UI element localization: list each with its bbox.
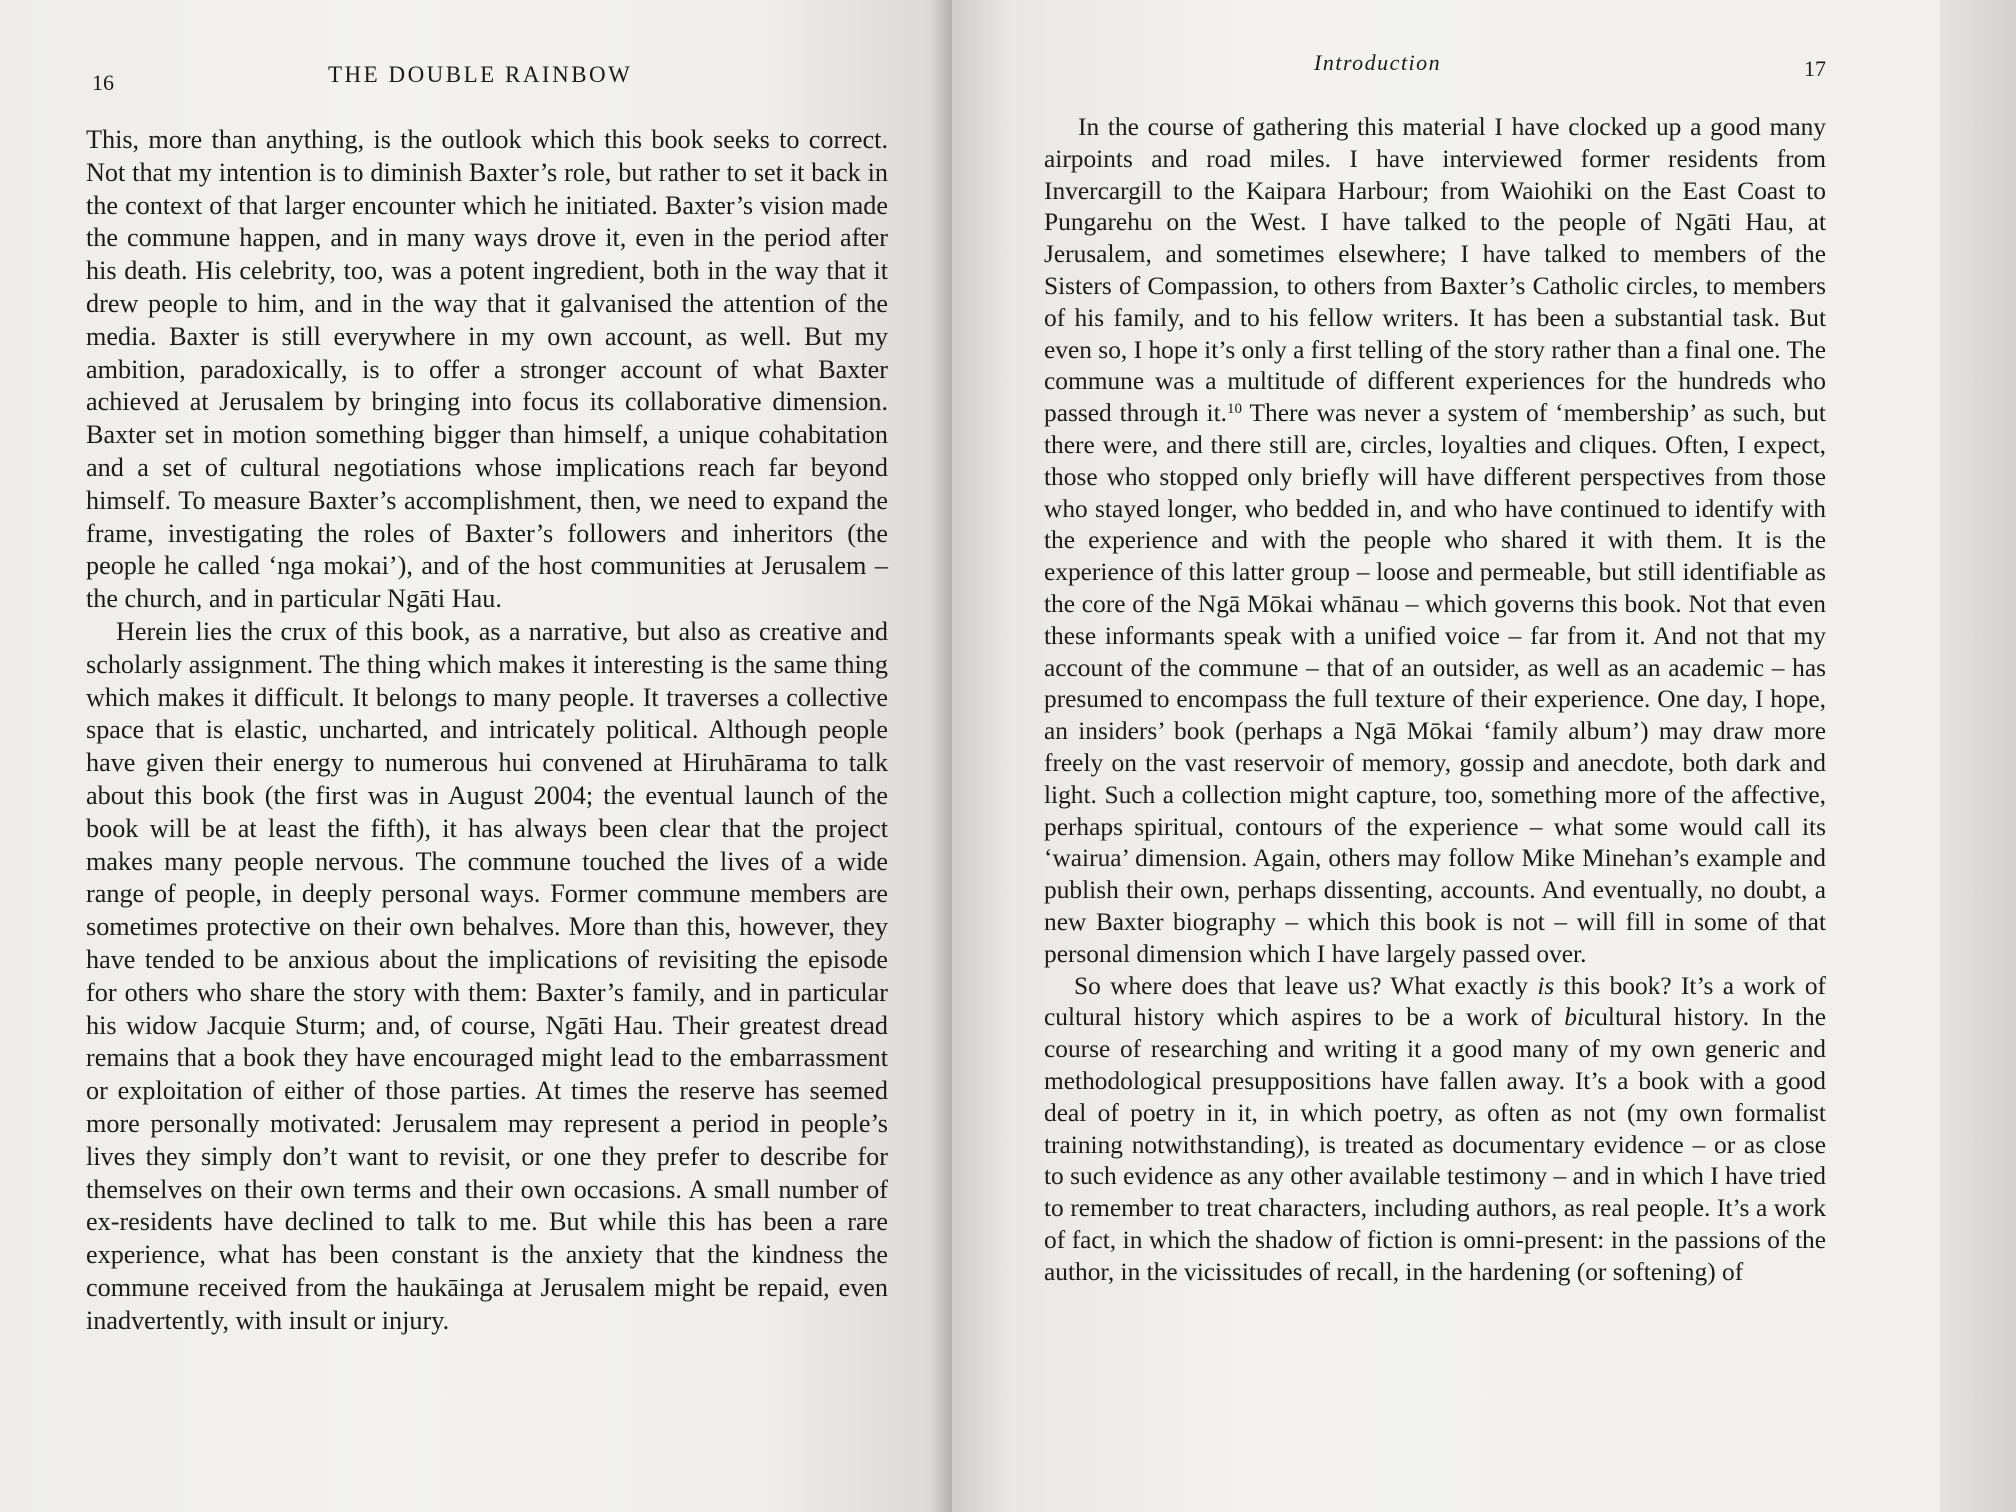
background-edge	[1940, 0, 2016, 1512]
right-paragraph-1	[1044, 112, 1826, 971]
left-running-head-title: THE DOUBLE RAINBOW	[328, 62, 633, 87]
right-paragraph-1-part-b: There was never a system of ‘membership’ as such, but there were, and there still are, circles, loyalties and cliques. Often, I expect, those who stopped only briefly will have different perspectives from those who stayed longer, who bedded in, and who have continued to identify with the experience and with the people who shared it with them. It is the experience of this latter group – loose and permeable, but still identifiable as the core of the Ngā Mōkai whānau – which governs this book. Not that even these informants speak with a unified voice – far from it. And not that my account of the commune – that of an outsider, as well as an academic – has presumed to encompass the full texture of their experience. One day, I hope, an insiders’ book (perhaps a Ngā Mōkai ‘family album’) may draw more freely on the vast reservoir of memory, gossip and anecdote, both dark and light. Such a collection might capture, too, something more of the affective, perhaps spiritual, contours of the experience – what some would call its ‘wairua’ dimension. Again, others may follow Mike Minehan’s example and publish their own, perhaps dissenting, accounts. And eventually, no doubt, a new Baxter biography – which this book is not – will fill in some of that personal dimension which I have largely passed over.	[1044, 399, 1826, 968]
right-page	[952, 0, 1940, 1512]
left-page-number: 16	[92, 70, 114, 95]
left-page	[0, 0, 952, 1512]
right-paragraph-2-part-b: this book? It’s a work of cultural history which aspires to be a work of	[1044, 971, 1826, 1032]
right-running-head-title: Introduction	[1314, 50, 1442, 75]
emphasis-bi: bi	[1564, 1003, 1584, 1032]
right-paragraph-2-part-c: cultural history. In the course of researching and writing it a good many of my own generic and methodological presuppositions have fallen away. It’s a book with a good deal of poetry in it, in which poetry, as often as not (my own formalist training notwithstanding), is treated as documentary evidence – or as close to such evidence as any other available testimony – and in which I have tried to remember to treat characters, including authors, as real people. It’s a work of fact, in which the shadow of fiction is omni-present: in the passions of the author, in the vicissitudes of recall, in the hardening (or softening) of	[1044, 1003, 1826, 1286]
left-paragraph-1: This, more than anything, is the outlook which this book seeks to correct. Not that my intention is to diminish Baxter’s role, but rather to set it back in the context of that larger encounter which he initiated. Baxter’s vision made the commune happen, and in many ways drove it, even in the period after his death. His celebrity, too, was a potent ingredient, both in the way that it drew people to him, and in the way that it galvanised the attention of the media. Baxter is still everywhere in my own account, as well. But my ambition, paradoxically, is to offer a stronger account of what Baxter achieved at Jerusalem by bringing into focus its collaborative dimension. Baxter set in motion something bigger than himself, a unique cohabitation and a set of cultural negotiations whose implications reach far beyond himself. To measure Baxter’s accomplishment, then, we need to expand the frame, investigating the roles of Baxter’s followers and inheritors (the people he called ‘nga mokai’), and of the host communities at Jerusalem – the church, and in particular Ngāti Hau.	[86, 125, 888, 614]
left-running-head	[86, 62, 888, 102]
right-page-number: 17	[1804, 56, 1826, 81]
right-page-text	[1044, 112, 1826, 1288]
right-paragraph-2-part-a: So where does that leave us? What exactly	[1074, 971, 1538, 1000]
right-running-head	[1044, 50, 1826, 90]
right-paragraph-2	[1044, 971, 1826, 1289]
left-paragraph-2: Herein lies the crux of this book, as a narrative, but also as creative and scholarly assignment. The thing which makes it interesting is the same thing which makes it difficult. It belongs to many people. It traverses a collective space that is elastic, uncharted, and intricately political. Although people have given their energy to numerous hui convened at Hiruhārama to talk about this book (the first was in August 2004; the eventual launch of the book will be at least the fifth), it has always been clear that the project makes many people nervous. The commune touched the lives of a wide range of people, in deeply personal ways. Former commune members are sometimes protective on their own behalves. More than this, however, they have tended to be anxious about the implications of revisiting the episode for others who share the story with them: Baxter’s family, and in particular his widow Jacquie Sturm; and, of course, Ngāti Hau. Their greatest dread remains that a book they have encouraged might lead to the embarrassment or exploitation of either of those parties. At times the reserve has seemed more personally motivated: Jerusalem may represent a period in people’s lives they simply don’t want to revisit, or one they prefer to describe for themselves on their own terms and their own occasions. A small number of ex-residents have declined to talk to me. But while this has been a rare experience, what has been constant is the anxiety that the kindness the commune received from the haukāinga at Jerusalem might be repaid, even inadvertently, with insult or injury.	[86, 616, 888, 1335]
footnote-reference[interactable]: 10	[1227, 401, 1243, 418]
left-page-text	[86, 124, 888, 1337]
right-paragraph-1-part-a: In the course of gathering this material I have clocked up a good many airpoints and road miles. I have interviewed former residents from Invercargill to the Kaipara Harbour; from Waiohiki on the East Coast to Pungarehu on the West. I have talked to the people of Ngāti Hau, at Jerusalem, and sometimes elsewhere; I have talked to members of the Sisters of Compassion, to others from Baxter’s Catholic circles, to members of his family, and to his fellow writers. It has been a substantial task. But even so, I hope it’s only a first telling of the story rather than a final one. The commune was a multitude of different experiences for the hundreds who passed through it.	[1044, 113, 1826, 428]
emphasis-is: is	[1537, 971, 1555, 1000]
